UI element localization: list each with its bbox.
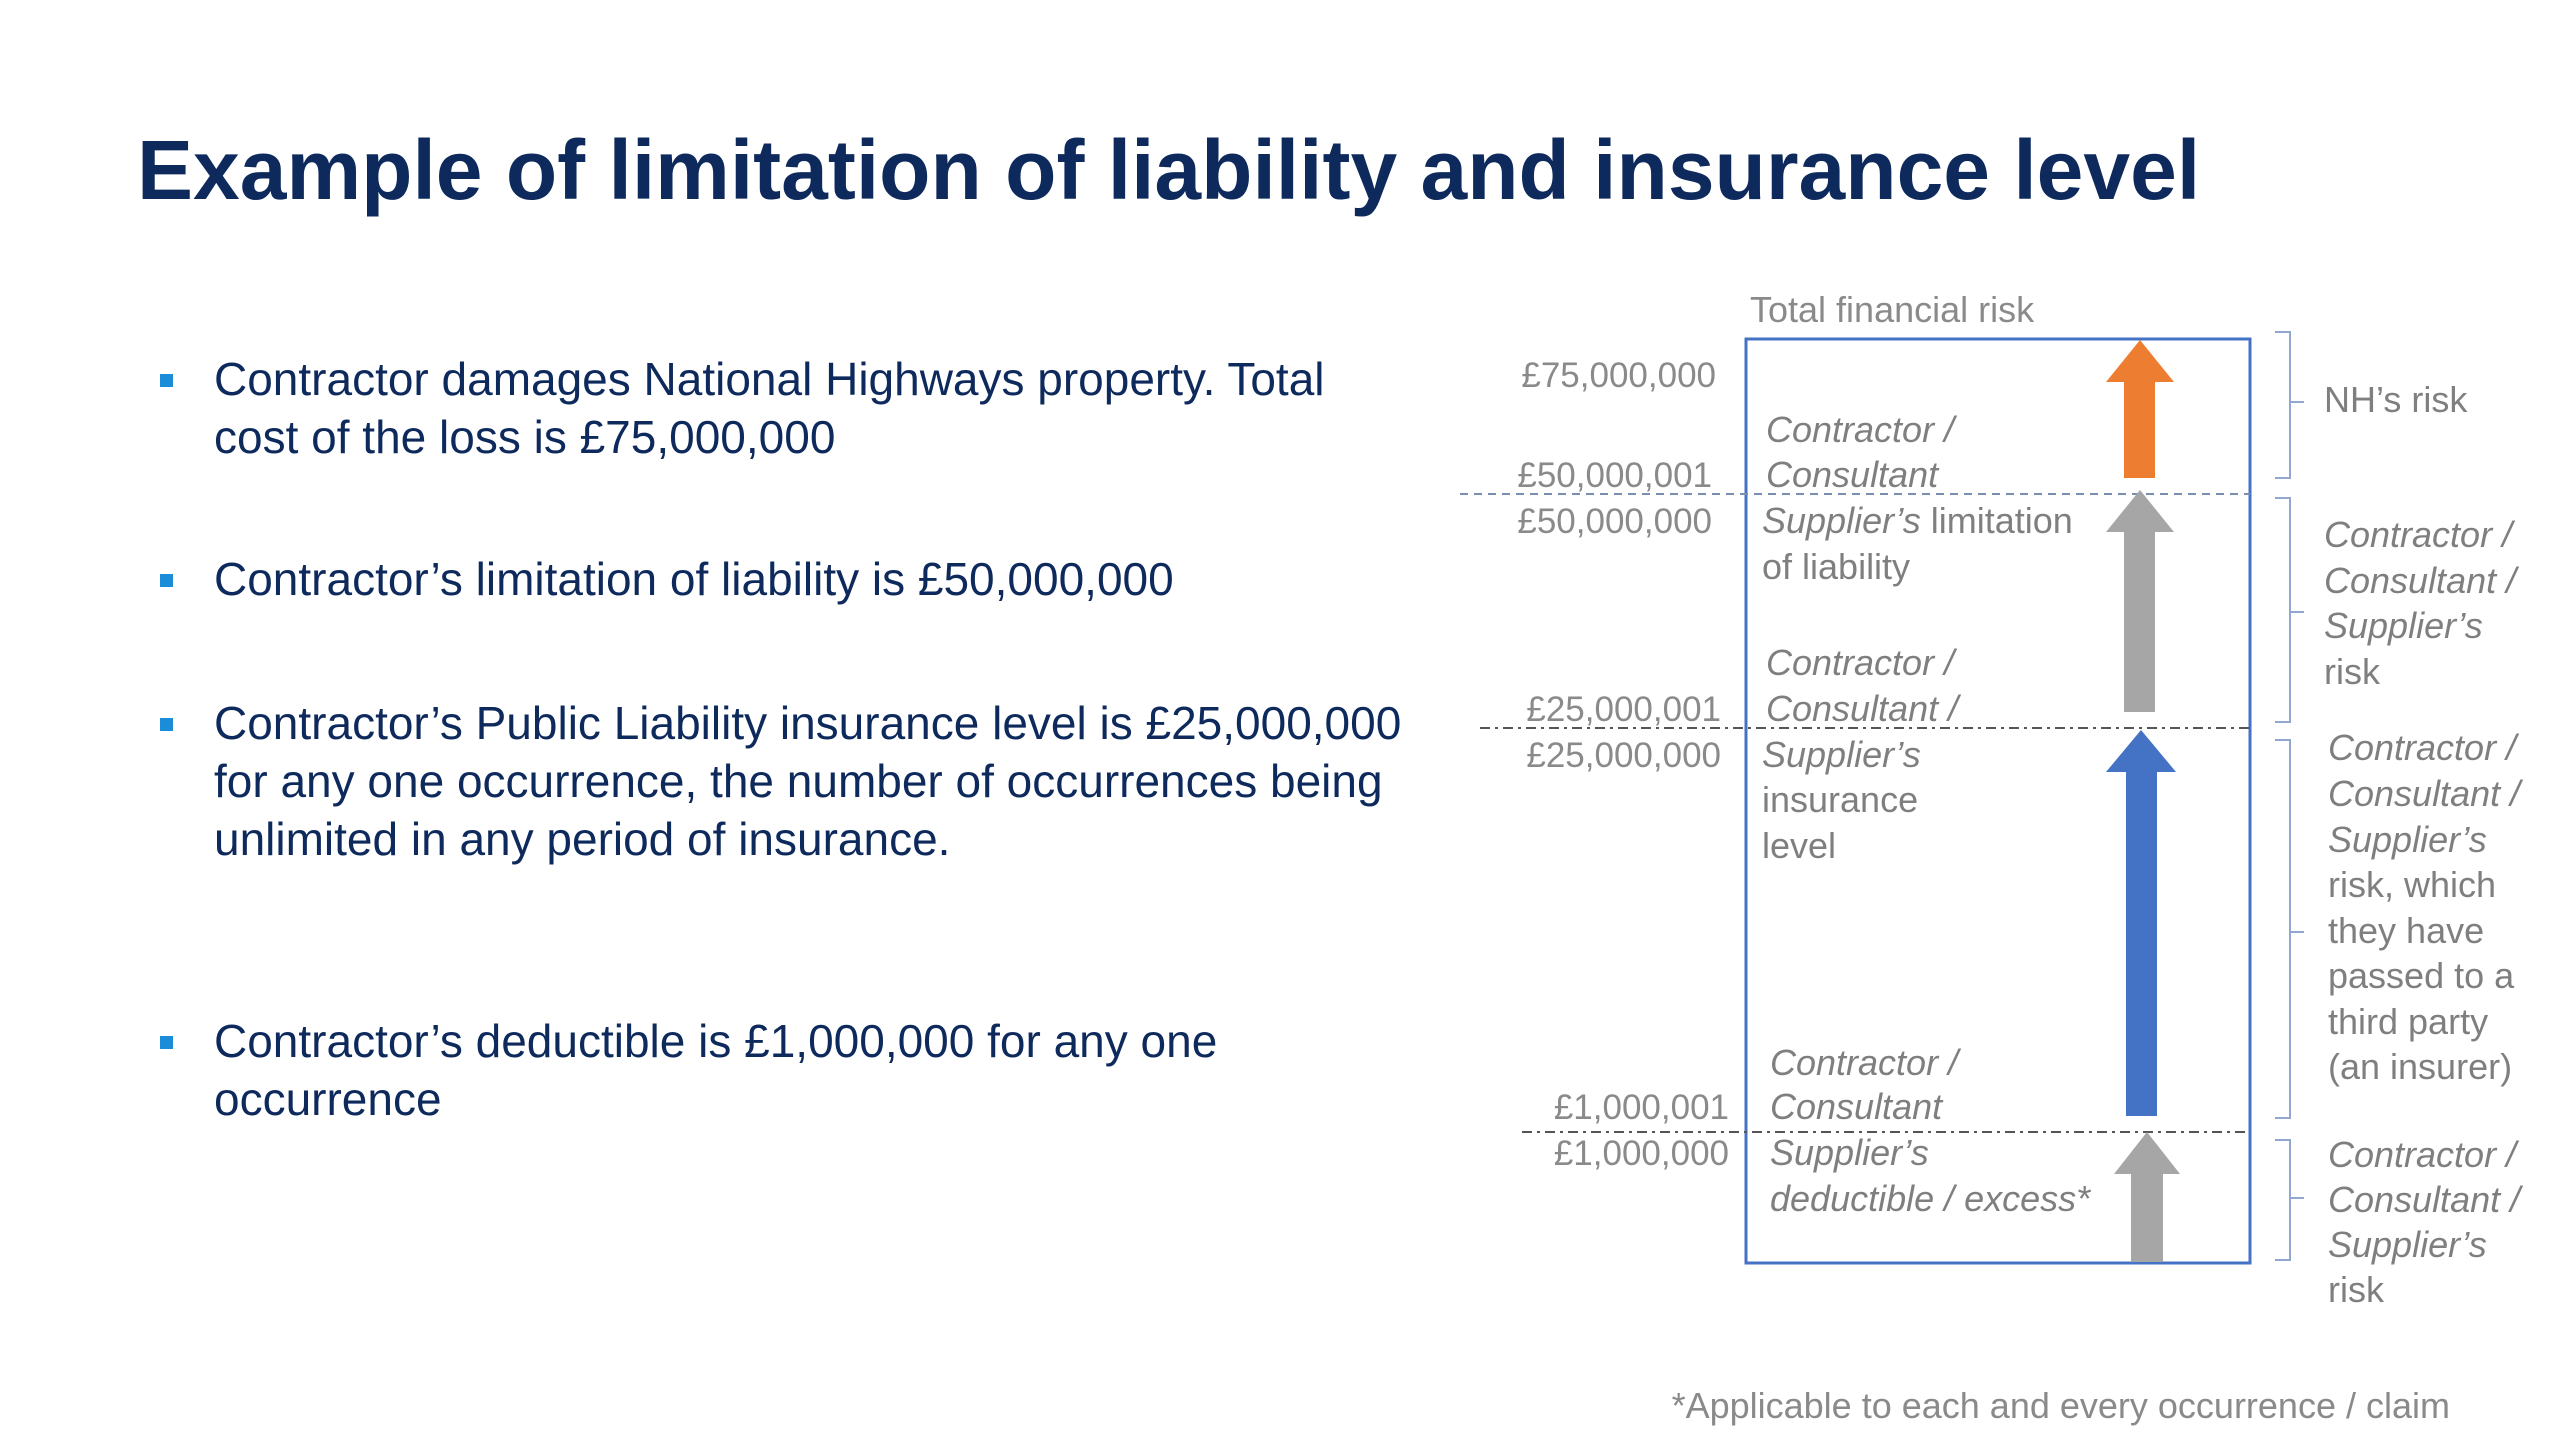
band-limitation-line1 [1762, 500, 2073, 541]
band-deductible-upper-line2: Consultant [1770, 1086, 1943, 1127]
band-deductible-upper-line1: Contractor / [1770, 1042, 1959, 1083]
amount-75000000: £75,000,000 [1521, 356, 1716, 395]
band-deductible-line2: deductible / excess* [1770, 1178, 2091, 1219]
bullet-text-3: Contractor’s Public Liability insurance level is £25,000,000 for any one occurrence, the number of occurrences being unlimited in any period of insurance. [214, 697, 1402, 865]
risk-third-party-line5: they have [2328, 910, 2485, 951]
risk-deductible-line1: Contractor / [2328, 1134, 2517, 1175]
risk-deductible-line2: Consultant / [2328, 1179, 2521, 1220]
band-insurance-line3: level [1762, 825, 1837, 866]
risk-contractor-line3: Supplier’s [2324, 605, 2483, 646]
orange-arrow-icon [2106, 340, 2174, 478]
brace-deductible [2275, 1140, 2304, 1260]
amount-50000000: £50,000,000 [1517, 502, 1712, 541]
risk-third-party-line3: Supplier’s [2328, 819, 2487, 860]
band-top-line2: Consultant [1766, 454, 1939, 495]
brace-contractor [2275, 498, 2304, 722]
risk-deductible-line4: risk [2328, 1269, 2384, 1310]
bullet-text-4: Contractor’s deductible is £1,000,000 for any one occurrence [214, 1015, 1218, 1125]
amount-50000001: £50,000,001 [1517, 456, 1712, 495]
band-limitation-line2: of liability [1762, 546, 1911, 587]
risk-third-party-line2: Consultant / [2328, 773, 2521, 814]
band-insurance-line2: insurance [1762, 779, 1919, 820]
band-top-line1: Contractor / [1766, 409, 1955, 450]
amount-1000001: £1,000,001 [1553, 1088, 1729, 1127]
risk-third-party-line8: (an insurer) [2328, 1046, 2513, 1087]
band-deductible-line1: Supplier’s [1770, 1132, 1929, 1173]
slide-title: Example of limitation of liability and insurance level [137, 123, 2201, 217]
amount-25000001: £25,000,001 [1526, 690, 1721, 729]
brace-nh [2275, 332, 2304, 478]
footnote: *Applicable to each and every occurrence / claim [1671, 1385, 2450, 1426]
bullet-text-1: Contractor damages National Highways property. Total cost of the loss is £75,000,000 [214, 353, 1325, 463]
band-insurance-line1: Supplier’s [1762, 734, 1921, 775]
risk-contractor-line4: risk [2324, 651, 2380, 692]
risk-third-party-line7: third party [2328, 1001, 2489, 1042]
band-limitation-rest: limitation [1920, 500, 2073, 541]
grey-arrow-icon-lower [2114, 1132, 2180, 1262]
blue-arrow-icon [2106, 730, 2176, 1116]
risk-third-party-line4: risk, which [2328, 864, 2497, 905]
risk-third-party-line6: passed to a [2328, 955, 2515, 996]
risk-contractor-line1: Contractor / [2324, 514, 2513, 555]
band-limitation-italic: Supplier’s [1762, 500, 1921, 541]
amount-1000000: £1,000,000 [1553, 1134, 1729, 1173]
risk-deductible-line3: Supplier’s [2328, 1224, 2487, 1265]
grey-arrow-icon-upper [2106, 490, 2174, 712]
diagram-header: Total financial risk [1750, 289, 2035, 330]
bullet-text-2: Contractor’s limitation of liability is £50,000,000 [214, 553, 1174, 605]
band-insurance-upper-line1: Contractor / [1766, 642, 1955, 683]
band-insurance-upper-line2: Consultant / [1766, 688, 1959, 729]
risk-third-party-line1: Contractor / [2328, 727, 2517, 768]
amount-25000000: £25,000,000 [1526, 736, 1721, 775]
risk-contractor-line2: Consultant / [2324, 560, 2517, 601]
brace-third-party [2275, 740, 2304, 1118]
risk-nh: NH’s risk [2324, 379, 2468, 420]
